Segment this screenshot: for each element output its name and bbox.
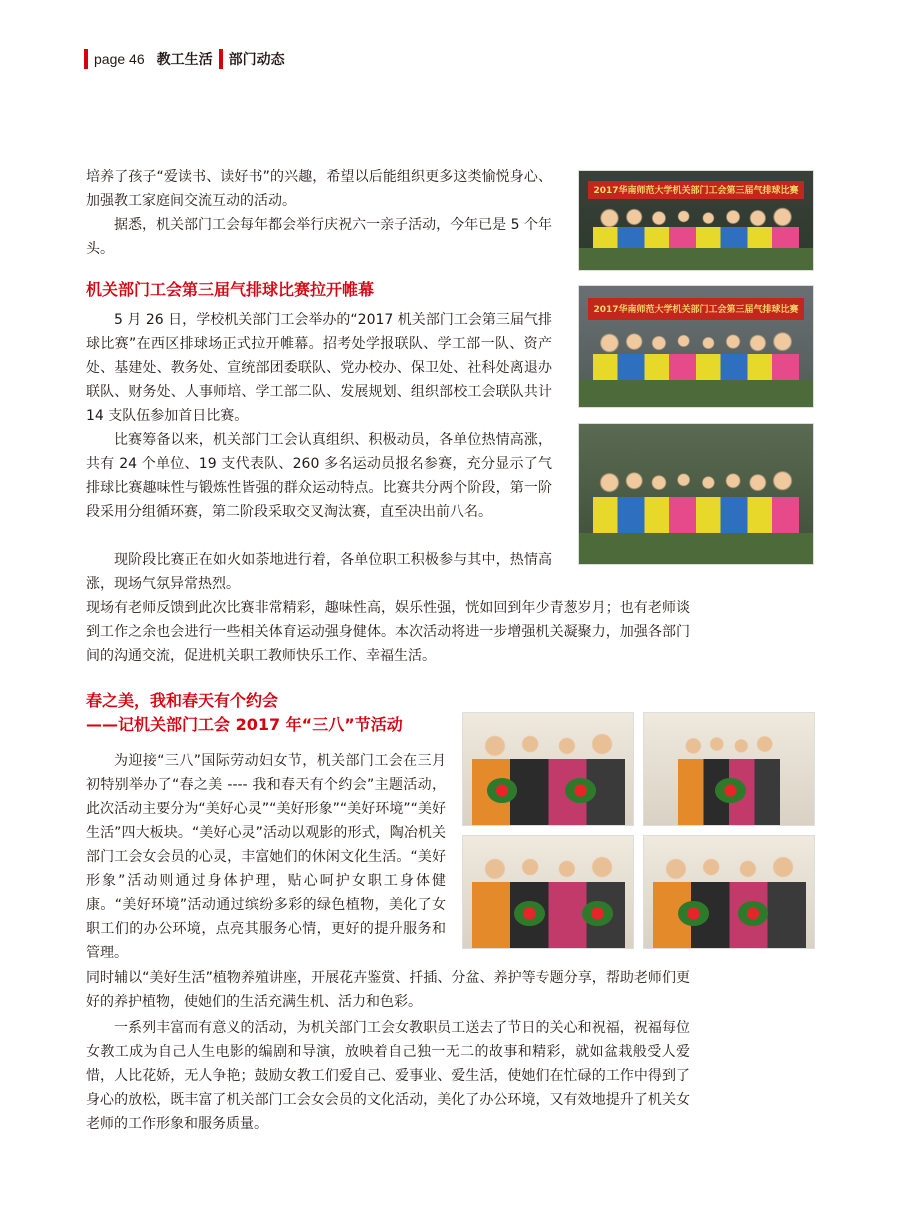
volleyball-team-photo-3 [578, 423, 814, 565]
article2-paragraph-1: 5 月 26 日，学校机关部门工会举办的“2017 机关部门工会第三届气排球比赛”在西区排球场正式拉开帷幕。招考处学报联队、学工部一队、资产处、基建处、教务处、宣统部团委联队、党办校办、保卫处、社科处离退办联队、财务处、人事师培、学工部二队、发展规划、组织部校工会联队共计 14 支队伍参加首日比赛。 [86, 312, 552, 424]
article2-paragraph-3b: 现场有老师反馈到此次比赛非常精彩，趣味性高，娱乐性强，恍如回到年少青葱岁月；也有老师谈到工作之余也会进行一些相关体育运动强身健体。本次活动将进一步增强机关凝聚力，加强各部门间的沟通交流，促进机关职工教师快乐工作、幸福生活。 [86, 600, 690, 664]
article1-paragraph-2: 据悉，机关部门工会每年都会举行庆祝六一亲子活动，今年已是 5 个年头。 [86, 217, 552, 257]
womens-day-photo-4 [643, 835, 815, 949]
womens-day-photo-2 [643, 712, 815, 826]
department-title: 部门动态 [228, 52, 285, 68]
header-bar-icon [219, 49, 223, 69]
article3-paragraph-1a: 为迎接“三八”国际劳动妇女节，机关部门工会在三月初特别举办了“春之美 ---- 我和春天有个约会”主题活动， 此次活动主要分为“美好心灵”“美好形象”“美好环境”“美好生活”四大板块。“美好心灵”活动以观影的形式，陶冶机关部门工会女会员的心灵，丰富她们的休闲文化生活。“美好形象”活动则通过身体护理，贴心呵护女职工身体健康。“美好环境”活动通过缤纷多彩的绿色植物，美化了女职工们的办公环境，点亮其服务心情，更好的提升服务和管理。 [86, 753, 446, 961]
section-title: 教工生活 [156, 52, 213, 68]
article2-title: 机关部门工会第三届气排球比赛拉开帷幕 [86, 280, 375, 299]
volleyball-team-photo-1 [578, 170, 814, 271]
article3-subtitle: ——记机关部门工会 2017 年“三八”节活动 [86, 715, 403, 734]
article3-paragraph-2: 一系列丰富而有意义的活动，为机关部门工会女教职员工送去了节日的关心和祝福，祝福每位女教工成为自己人生电影的编剧和导演，放映着自己独一无二的故事和精彩，就如盆栽般受人爱惜，人比花娇，无人争艳；鼓励女教工们爱自己、爱事业、爱生活，使她们在忙碌的工作中得到了身心的放松，既丰富了机关部门工会女会员的文化活动，美化了办公环境，又有效地提升了机关女老师的工作形象和服务质量。 [86, 1020, 690, 1132]
womens-day-photo-3 [462, 835, 634, 949]
article3-title: 春之美，我和春天有个约会 [86, 691, 279, 710]
volleyball-team-photo-2 [578, 285, 814, 408]
article2-paragraph-2: 比赛筹备以来，机关部门工会认真组织、积极动员，各单位热情高涨，共有 24 个单位、19 支代表队、260 多名运动员报名参赛，充分显示了气排球比赛趣味性与锻炼性皆强的群众运动特点。比赛共分两个阶段，第一阶段采用分组循环赛，第二阶段采取交叉淘汰赛，直至决出前八名。 [86, 432, 552, 520]
article1-paragraph-1: 培养了孩子“爱读书、读好书”的兴趣，希望以后能组织更多这类愉悦身心、加强教工家庭间交流互动的活动。 [86, 169, 552, 209]
photo-banner: 2017华南师范大学机关部门工会第三届气排球比赛 [588, 181, 803, 199]
page-number: page 46 [94, 51, 145, 67]
article3-paragraph-1b: 同时辅以“美好生活”植物养殖讲座，开展花卉鉴赏、扦插、分盆、养护等专题分享，帮助老师们更好的养护植物，使她们的生活充满生机、活力和色彩。 [86, 970, 690, 1010]
womens-day-photo-1 [462, 712, 634, 826]
page-header [84, 48, 291, 70]
photo-banner: 2017华南师范大学机关部门工会第三届气排球比赛 [588, 298, 803, 320]
article2-paragraph-3a: 现阶段比赛正在如火如荼地进行着，各单位职工积极参与其中，热情高涨，现场气氛异常热烈。 [86, 552, 552, 592]
header-bar-icon [84, 49, 88, 69]
